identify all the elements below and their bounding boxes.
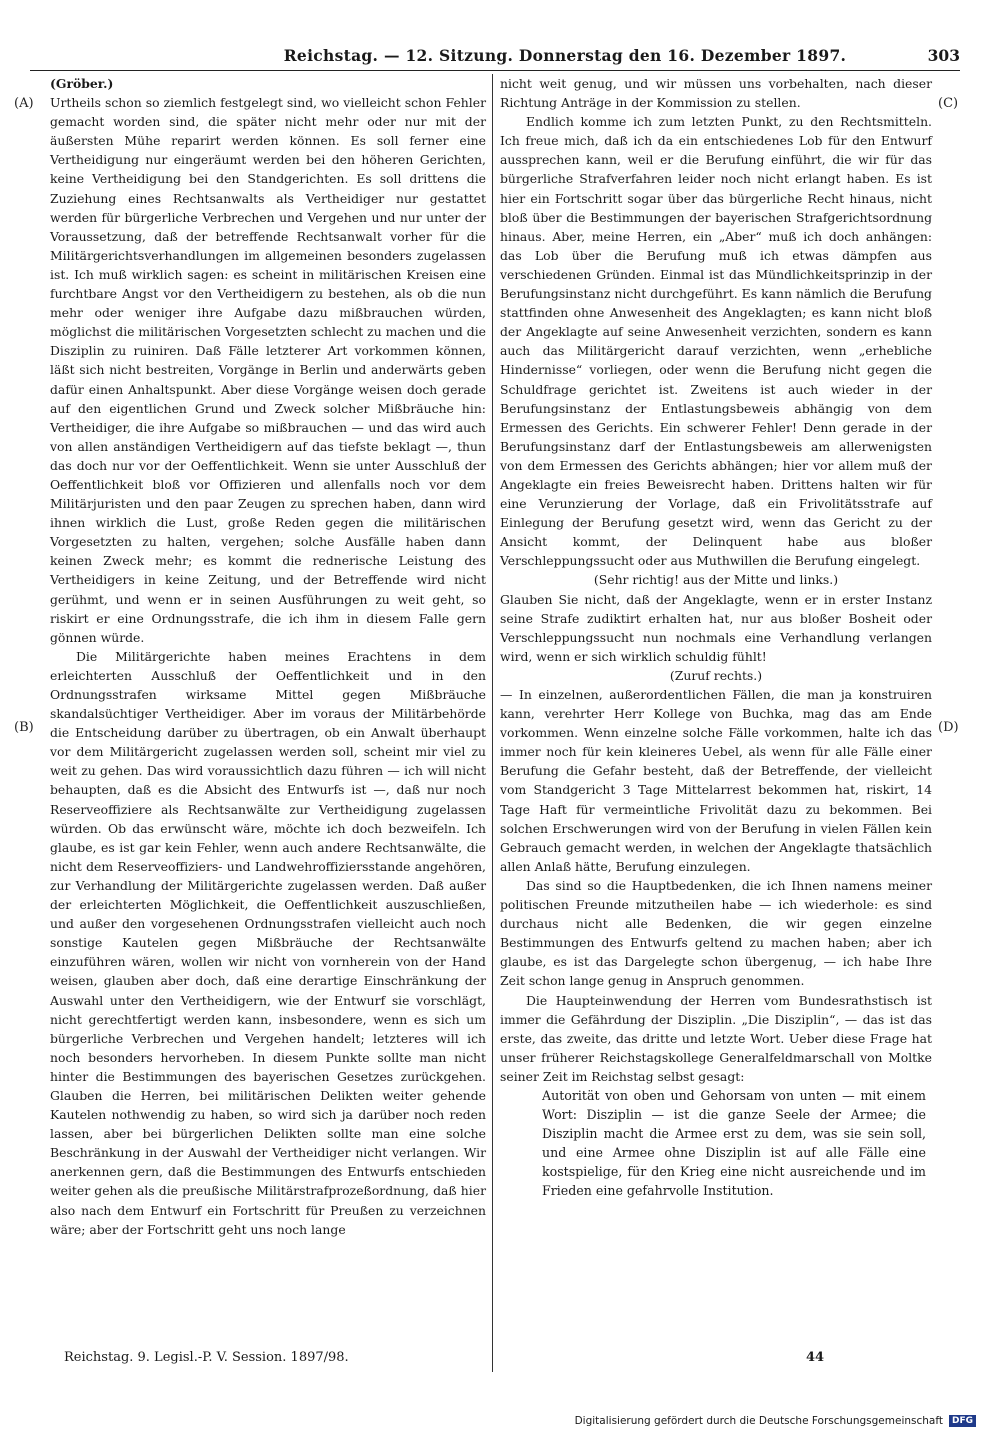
paragraph: — In einzelnen, außerordentlichen Fällen, die man ja konstruiren kann, verehrter Herr Kollege von Buchka, mag das am Ende vorkommen. Wenn einzelne solche Fälle vorkommen, halte ich das immer noch für kein kleineres Uebel, als wenn für alle Fälle einer Berufung die Gefahr besteht, daß der Betreffende, der vielleicht vom Standgericht 3 Tage Mittelarrest bekommen hat, riskirt, 14 Tage Haft für vermeintliche Frivolität dazu zu bekommen. Bei solchen Erschwerungen wird von der Berufung in vielen Fällen kein Gebrauch gemacht werden, in welchen der Angeklagte thatsächlich allen Anlaß hätte, Berufung einzulegen. — [500, 687, 932, 874]
margin-marker-a: (A) — [14, 96, 34, 111]
header-title: Reichstag. — 12. Sitzung. Donnerstag den 16. Dezember 1897. — [283, 46, 847, 65]
running-header — [30, 46, 960, 71]
paragraph: nicht weit genug, und wir müssen uns vorbehalten, nach dieser Richtung Anträge in der Kommission zu stellen. — [500, 76, 932, 111]
paragraph: Urtheils schon so ziemlich festgelegt sind, wo vielleicht schon Fehler gemacht worden sind, die später nicht mehr oder nur mit der äußersten Mühe reparirt werden können. Es soll ferner eine Vertheidigung nur eingeräumt werden bei den höheren Gerichten, keine Vertheidigung bei den Standgerichten. Es soll drittens die Zuziehung eines Rechtsanwalts als Vertheidiger nur gestattet werden für bürgerliche Verbrechen und Vergehen und nur unter der Voraussetzung, daß der betreffende Rechtsanwalt vorher für die Militärgerichtsverhandlungen im allgemeinen besonders zugelassen ist. Ich muß wirklich sagen: es scheint in militärischen Kreisen eine furchtbare Angst vor den Vertheidigern zu bestehen, als ob die nun mehr oder weniger ihre Aufgabe dazu mißbrauchen würden, möglichst die militärischen Vorgesetzten schlecht zu machen und die Disziplin zu ruiniren. Daß Fälle letzterer Art vorkommen können, läßt sich nicht bestreiten, Vorgänge in Berlin und anderwärts geben dafür einen Anhaltspunkt. Aber diese Vorgänge weisen doch gerade auf den eigentlichen Grund und Zweck solcher Mißbräuche hin: Vertheidiger, die ihre Aufgabe so mißbrauchen — und das wird auch von allen anständigen Vertheidigern auf das tiefste beklagt —, thun das doch nur vor der Oeffentlichkeit. Wenn sie unter Ausschluß der Oeffentlichkeit bloß vor Offizieren und allenfalls noch vor dem Militärjuristen und den paar Zeugen zu sprechen haben, dann wird ihnen wirklich die Lust, große Reden gegen die militärischen Vorgesetzten zu halten, vergehen; solche Ausfälle haben dann keinen Zweck mehr; es kommt die rednerische Leistung des Vertheidigers in keine Zeitung, und der Betreffende wird nicht gerühmt, und wenn er in seinen Ausführungen zu weit geht, so riskirt er eine Ordnungsstrafe, die ich ihm in diesem Falle gern gönnen würde. — [50, 95, 486, 645]
paragraph: Das sind so die Hauptbedenken, die ich Ihnen namens meiner politischen Freunde mitzutheilen habe — ich wiederhole: es sind durchaus nicht alle Bedenken, die wir gegen einzelne Bestimmungen des Entwurfs geltend zu machen haben; aber ich glaube, es ist das Dargelegte schon übergenug, — ich habe Ihre Zeit schon lange genug in Anspruch genommen. — [500, 877, 932, 989]
margin-marker-b: (B) — [14, 720, 34, 735]
interjection-note: (Sehr richtig! aus der Mitte und links.) — [593, 572, 839, 588]
paragraph: Die Haupteinwendung der Herren vom Bundesrathstisch ist immer die Gefährdung der Disziplin. „Die Disziplin“, — das ist das erste, das zweite, das dritte und letzte Wort. Ueber diese Frage hat unser früherer Reichstagskollege Generalfeldmarschall von Moltke seiner Zeit im Reichstag selbst gesagt: — [500, 992, 932, 1084]
paragraph: Glauben Sie nicht, daß der Angeklagte, wenn er in erster Instanz seine Strafe zudiktirt erhalten hat, nur aus bloßer Bosheit oder Verschleppungssucht nun nochmals eine Verhandlung verlangen wird, wenn er sich wirklich schuldig fühlt! — [500, 591, 932, 664]
interjection-note: (Zuruf rechts.) — [669, 667, 763, 683]
footer-sheet-number: 44 — [806, 1350, 825, 1365]
column-divider — [492, 74, 493, 1372]
speaker-name: (Gröber.) — [50, 76, 114, 91]
dfg-logo: DFG — [949, 1415, 976, 1427]
paragraph: Die Militärgerichte haben meines Erachtens in dem erleichterten Ausschluß der Oeffentlichkeit und in den Ordnungsstrafen wirksame Mittel gegen Mißbräuche skandalsüchtiger Vertheidiger. Aber im voraus der Militärbehörde die Entscheidung darüber zu übertragen, ob ein Anwalt überhaupt vor dem Militärgericht zugelassen werden soll, scheint mir viel zu weit zu gehen. Das wird voraussichtlich dazu führen — ich will nicht behaupten, daß es die Absicht des Entwurfs ist —, daß nur noch Reserveoffiziere als Rechtsanwälte zur Vertheidigung zugelassen würden. Ob das erwünscht wäre, möchte ich doch bezweifeln. Ich glaube, es ist gar kein Fehler, wenn auch andere Rechtsanwälte, die nicht dem Reserveoffiziers- und Landwehroffiziersstande angehören, zur Verhandlung der Militärgerichte zugelassen werden. Daß außer der erleichterten Möglichkeit, die Oeffentlichkeit auszuschließen, und außer den vorgesehenen Ordnungsstrafen vielleicht auch noch sonstige Kautelen gegen Mißbräuche der Rechtsanwälte einzuführen wären, wollen wir nicht von vornherein von der Hand weisen, glauben aber doch, daß eine derartige Einschränkung der Auswahl unter den Vertheidigern, wie der Entwurf sie vorschlägt, nicht gerechtfertigt werden kann, insbesondere, wenn es sich um bürgerliche Verbrechen und Vergehen handelt; letzteres will ich noch besonders hervorheben. In diesem Punkte sollte man nicht hinter die Bestimmungen des bayerischen Gesetzes zurückgehen. Glauben die Herren, bei militärischen Delikten weiter gehende Kautelen nothwendig zu haben, so wird sich ja darüber noch reden lassen, aber bei bürgerlichen Delikten sollte man eine solche Beschränkung in der Auswahl der Vertheidiger nicht verlangen. Wir anerkennen gern, daß die Bestimmungen des Entwurfs entschieden weiter gehen als die preußische Militärstrafprozeßordnung, daß hier also nach dem Entwurf ein Fortschritt für Preußen zu verzeichnen wäre; aber der Fortschritt geht uns noch lange — [50, 648, 486, 1237]
block-quote: Autorität von oben und Gehorsam von unten — mit einem Wort: Disziplin — ist die ganze Seele der Armee; die Disziplin macht die Armee erst zu dem, was sie sein soll, und eine Armee ohne Disziplin ist auf alle Fälle eine kostspielige, für den Krieg eine nicht ausreichende und im Frieden eine gefahrvolle Institution. — [542, 1087, 926, 1199]
footer-signature: Reichstag. 9. Legisl.-P. V. Session. 1897/98. — [64, 1350, 349, 1365]
page-number: 303 — [927, 46, 960, 65]
credit-text: Digitalisierung gefördert durch die Deutsche Forschungsgemeinschaft — [574, 1415, 943, 1427]
margin-marker-c: (C) — [938, 96, 959, 111]
margin-marker-d: (D) — [938, 720, 959, 735]
right-column — [500, 74, 932, 1201]
paragraph: Endlich komme ich zum letzten Punkt, zu den Rechtsmitteln. Ich freue mich, daß ich da ein entschiedenes Lob für den Entwurf aussprechen kann, weil er die Berufung einführt, die wir für das bürgerliche Strafverfahren leider noch nicht erlangt haben. Es ist hier ein Fortschritt sogar über das bürgerliche Recht hinaus, nicht bloß über die Bestimmungen der bayerischen Strafgerichtsordnung hinaus. Aber, meine Herren, ein „Aber“ muß ich doch anhängen: das Lob über die Berufung muß ich etwas dämpfen aus verschiedenen Gründen. Einmal ist das Mündlichkeitsprinzip in der Berufungsinstanz nicht durchgeführt. Es kann nämlich die Berufung stattfinden ohne Anwesenheit des Angeklagten; es kann nicht bloß der Angeklagte auf seine Anwesenheit verzichten, sondern es kann auch das Militärgericht darauf verzichten, wenn „erhebliche Hindernisse“ vorliegen, oder wenn die Berufung nicht gegen die Schuldfrage gerichtet ist. Zweitens ist auch wieder in der Berufungsinstanz der Entlastungsbeweis abhängig von dem Ermessen des Gerichts. Ein schwerer Fehler! Denn gerade in der Berufungsinstanz darf der Entlastungsbeweis am allerwenigsten von dem Ermessen des Gerichts abhängen; hier vor allem muß der Angeklagte ein freies Beweisrecht haben. Drittens halten wir für eine Verunzierung der Vorlage, daß ein Frivolitätsstrafe auf Einlegung der Berufung gesetzt wird, wenn das Gericht zu der Ansicht kommt, der Delinquent habe aus bloßer Verschleppungssucht oder aus Muthwillen die Berufung eingelegt. — [500, 114, 932, 569]
left-column — [50, 74, 486, 1239]
digitization-credit — [575, 1413, 976, 1429]
